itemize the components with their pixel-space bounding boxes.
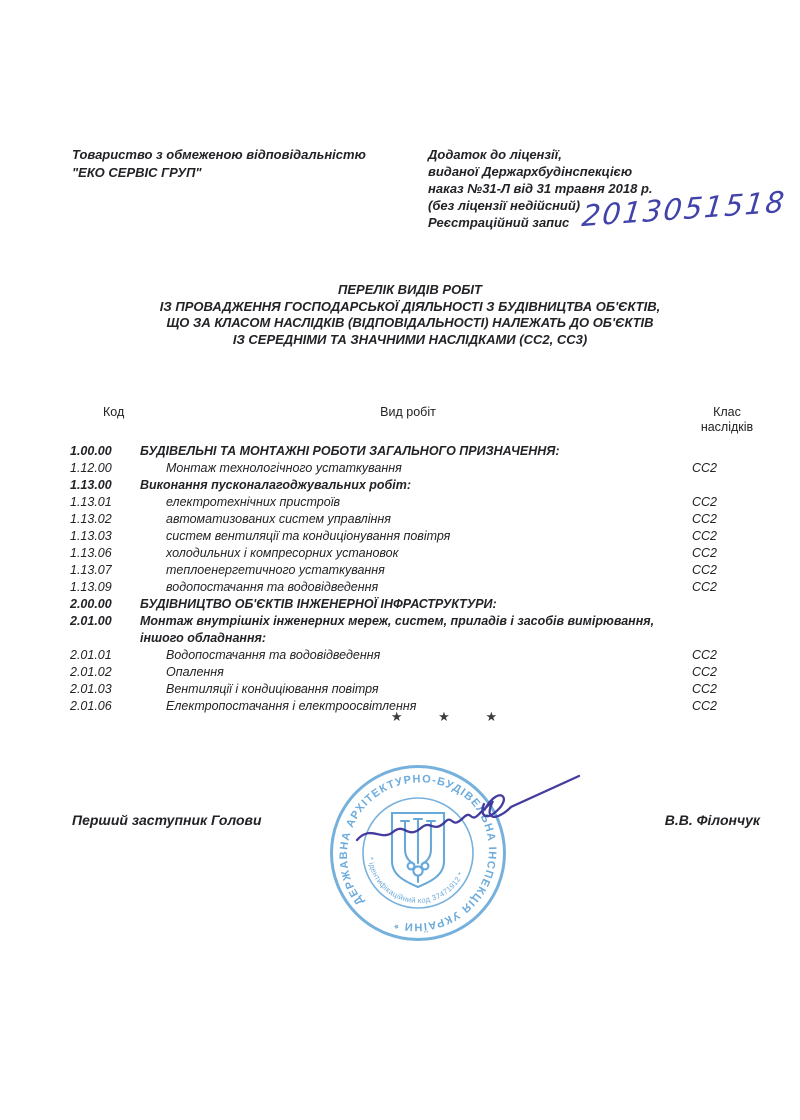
table-row: 2.01.06 Електропостачання і електроосвітлення СС2: [70, 699, 718, 713]
table-row: 1.00.00 БУДІВЕЛЬНІ ТА МОНТАЖНІ РОБОТИ ЗАГАЛЬНОГО ПРИЗНАЧЕННЯ:: [70, 444, 560, 458]
title-line: ПЕРЕЛІК ВИДІВ РОБІТ: [338, 282, 482, 297]
license-line: наказ №31-Л від 31 травня 2018 р.: [428, 181, 653, 196]
handwritten-signature: [333, 746, 595, 858]
column-header-class: Клас наслідків: [700, 405, 754, 434]
license-line: Додаток до ліцензії,: [428, 147, 562, 162]
title-line: ІЗ СЕРЕДНІМИ ТА ЗНАЧНИМИ НАСЛІДКАМИ (СС2, СС3): [232, 331, 588, 347]
title-line: ЩО ЗА КЛАСОМ НАСЛІДКІВ (ВІДПОВІДАЛЬНОСТІ) НАЛЕЖАТЬ ДО ОБ'ЄКТІВ: [166, 315, 654, 330]
signer-name: В.В. Філончук: [664, 812, 760, 828]
license-line: (без ліцензії недійсний): [428, 198, 581, 213]
table-row: 2.01.03 Вентиляції і кондиціювання повітря СС2: [70, 682, 718, 696]
table-row: 2.01.01 Водопостачання та водовідведення СС2: [70, 648, 718, 662]
table-row: 1.13.00 Виконання пусконалагоджувальних робіт:: [70, 478, 412, 492]
section-separator: ★ ★ ★: [390, 709, 514, 724]
license-line: виданої Держархбудінспекцією: [428, 164, 633, 179]
registration-label: Реєстраційний запис: [428, 215, 570, 230]
table-row: 1.13.03 систем вентиляції та кондиціонування повітря СС2: [70, 529, 718, 543]
table-row: 1.13.02 автоматизованих систем управління СС2: [70, 512, 718, 526]
organization-name-line1: Товариство з обмеженою відповідальністю: [72, 147, 366, 162]
table-row: 1.13.06 холодильних і компресорних установок СС2: [70, 546, 718, 560]
registration-number-handwritten: 2013051518: [580, 184, 788, 234]
column-header-work: Вид робіт: [380, 405, 436, 419]
column-header-code: Код: [103, 405, 125, 419]
document-title: [30, 282, 790, 348]
table-header: [70, 405, 760, 435]
table-row: 1.12.00 Монтаж технологічного устаткування СС2: [70, 461, 718, 475]
table-row: 1.13.09 водопостачання та водовідведення СС2: [70, 580, 718, 594]
table-row: 2.00.00 БУДІВНИЦТВО ОБ'ЄКТІВ ІНЖЕНЕРНОЇ ІНФРАСТРУКТУРИ:: [70, 597, 497, 611]
organization-block: [72, 146, 417, 182]
works-table: [70, 405, 760, 715]
title-line: ІЗ ПРОВАДЖЕННЯ ГОСПОДАРСЬКОЇ ДІЯЛЬНОСТІ З БУДІВНИЦТВА ОБ'ЄКТІВ,: [159, 298, 661, 314]
signer-position: Перший заступник Голови: [72, 812, 262, 828]
organization-name-line2: "ЕКО СЕРВІС ГРУП": [72, 165, 202, 180]
table-row: 1.13.07 теплоенергетичного устаткування СС2: [70, 563, 718, 577]
table-row: 1.13.01 електротехнічних пристроїв СС2: [70, 495, 718, 509]
table-row: 2.01.02 Опалення СС2: [70, 665, 718, 679]
table-row: 2.01.00 Монтаж внутрішніх інженерних мереж, систем, приладів і засобів вимірювання, іншого обладнання:: [70, 614, 655, 645]
stamp-id-code-label: * ідентифікаційний код 37471912 *: [366, 856, 466, 905]
stamp-ring-label: ДЕРЖАВНА АРХІТЕКТУРНО-БУДІВЕЛЬНА ІНСПЕКЦІЯ УКРАЇНИ *: [338, 773, 499, 933]
